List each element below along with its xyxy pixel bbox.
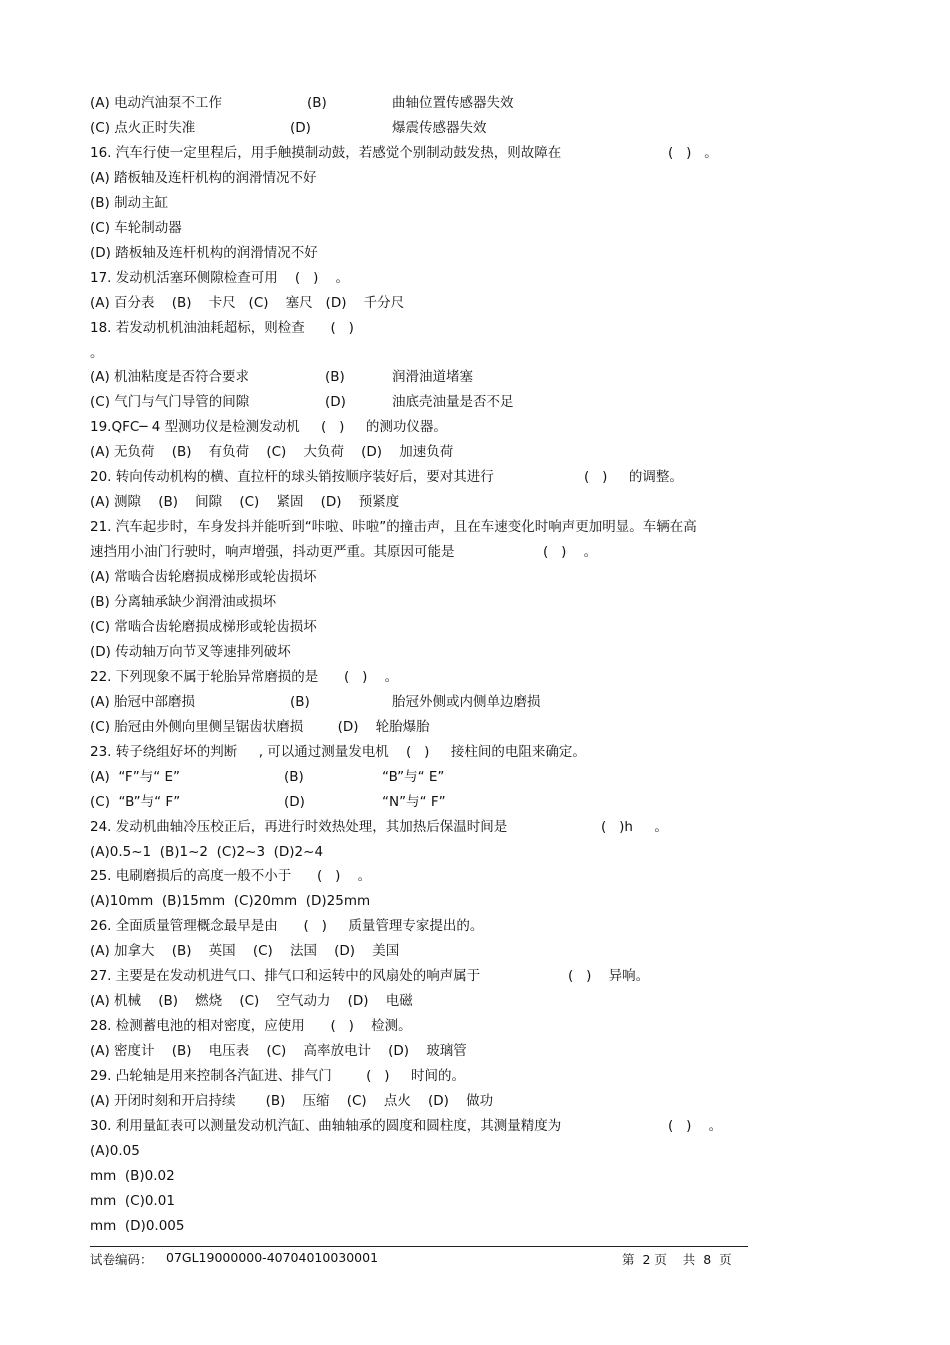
footer-code-label: 试卷编码： [90,1252,153,1267]
line-text: 21. 汽车起步时，车身发抖并能听到“咔啦、咔啦”的撞击声，且在车速变化时响声更加明显。车辆在高 [90,519,697,536]
line-text: (C) “B”与“ F” [90,793,181,810]
line-option-marker: (B) [307,95,327,111]
line-option-text: 油底壳油量是否不足 [392,394,514,411]
line-text: (A) 电动汽油泵不工作 [90,95,223,111]
line-text: (A) 踏板轴及连杆机构的润滑情况不好 [90,169,317,186]
line-text: 25. 电刷磨损后的高度一般不小于 ( ) 。 [90,868,372,885]
line-option-marker: (B) [284,768,304,785]
line-text: mm (B)0.02 [90,1167,175,1184]
line-option-marker: ( ) 。 [668,144,718,161]
line-text: (C) 点火正时失准 [90,119,196,136]
line-text: 27. 主要是在发动机进气口、排气口和运转中的风扇处的响声属于 [90,968,481,985]
line-text: mm (C)0.01 [90,1192,175,1209]
line-text: 30. 利用量缸表可以测量发动机汽缸、曲轴轴承的圆度和圆柱度，其测量精度为 [90,1117,562,1134]
footer-exam-code: 07GL19000000-40704010030001 [166,1250,379,1265]
line-text: (C) 车轮制动器 [90,219,182,236]
line-text: (A) 开闭时刻和开启持续 (B) 压缩 (C) 点火 (D) 做功 [90,1093,494,1109]
line-text: (D) 踏板轴及连杆机构的润滑情况不好 [90,244,318,261]
line-text: (A) 机械 (B) 燃烧 (C) 空气动力 (D) 电磁 [90,993,413,1010]
line-text: 速挡用小油门行驶时，响声增强，抖动更严重。其原因可能是 [90,544,455,561]
line-text: (A) 百分表 (B) 卡尺 (C) 塞尺 (D) 千分尺 [90,294,405,311]
line-text: 20. 转向传动机构的横、直拉杆的球头销按顺序装好后，要对其进行 [90,469,494,486]
line-text: (A) 机油粘度是否符合要求 [90,369,250,386]
footer-page-number: 第 2 页 共 8 页 [622,1252,732,1267]
line-text: 19.QFC─ 4 型测功仪是检测发动机 ( ) 的测功仪器。 [90,419,447,436]
line-option-marker: ( ) 的调整。 [584,469,683,486]
line-text: (C) 常啮合齿轮磨损成梯形或轮齿损坏 [90,618,317,635]
line-text: 18. 若发动机机油油耗超标，则检查 ( ) [90,319,354,336]
line-text: (A)0.5~1 (B)1~2 (C)2~3 (D)2~4 [90,843,324,860]
line-option-marker: ( ) 异响。 [568,968,650,985]
line-text: 17. 发动机活塞环侧隙检查可用 ( ) 。 [90,269,349,286]
line-option-text: 爆震传感器失效 [392,119,487,136]
line-text: (A) “F”与“ E” [90,768,180,785]
line-text: (C) 气门与气门导管的间隙 [90,394,250,411]
line-text: (A) 加拿大 (B) 英国 (C) 法国 (D) 美国 [90,943,400,960]
line-option-marker: ( ) 。 [668,1117,723,1134]
line-text: (D) 传动轴万向节叉等速排列破坏 [90,643,291,660]
line-text: (A)10mm (B)15mm (C)20mm (D)25mm [90,893,371,910]
line-text: (A)0.05 [90,1142,140,1159]
line-text: (A) 常啮合齿轮磨损成梯形或轮齿损坏 [90,569,317,586]
line-text: (A) 胎冠中部磨损 [90,693,196,710]
line-option-text: 胎冠外侧或内侧单边磨损 [392,693,541,710]
line-text: (C) 胎冠由外侧向里侧呈锯齿状磨损 (D) 轮胎爆胎 [90,718,430,735]
line-text: 。 [90,344,104,361]
line-text: 26. 全面质量管理概念最早是由 ( ) 质量管理专家提出的。 [90,918,484,935]
footer-divider [90,1246,748,1247]
line-text: (A) 测隙 (B) 间隙 (C) 紧固 (D) 预紧度 [90,494,400,511]
line-text: 23. 转子绕组好坏的判断 , 可以通过测量发电机 ( ) 接柱间的电阻来确定。 [90,743,586,760]
line-option-marker: ( ) 。 [543,544,598,561]
line-text: 22. 下列现象不属于轮胎异常磨损的是 ( ) 。 [90,668,399,685]
line-text: 28. 检测蓄电池的相对密度，应使用 ( ) 检测。 [90,1018,412,1035]
line-option-text: 润滑油道堵塞 [392,369,473,386]
line-option-text: “B”与“ E” [382,768,445,785]
line-text: 16. 汽车行使一定里程后，用手触摸制动鼓，若感觉个别制动鼓发热，则故障在 [90,144,562,161]
line-text: (A) 无负荷 (B) 有负荷 (C) 大负荷 (D) 加速负荷 [90,444,454,461]
line-text: mm (D)0.005 [90,1217,185,1234]
line-option-marker: ( )h 。 [601,818,668,835]
line-text: 24. 发动机曲轴冷压校正后，再进行时效热处理，其加热后保温时间是 [90,818,508,835]
line-option-text: 曲轴位置传感器失效 [392,95,514,111]
line-option-marker: (D) [290,119,311,136]
line-option-text: “N”与“ F” [382,793,446,810]
line-text: 29. 凸轮轴是用来控制各汽缸进、排气门 ( ) 时间的。 [90,1068,465,1085]
line-option-marker: (D) [325,394,346,411]
line-text: (B) 分离轴承缺少润滑油或损坏 [90,594,277,610]
line-option-marker: (B) [325,369,345,386]
line-option-marker: (D) [284,793,305,810]
line-text: (A) 密度计 (B) 电压表 (C) 高率放电计 (D) 玻璃管 [90,1043,467,1060]
line-option-marker: (B) [290,693,310,710]
line-text: (B) 制动主缸 [90,194,169,211]
